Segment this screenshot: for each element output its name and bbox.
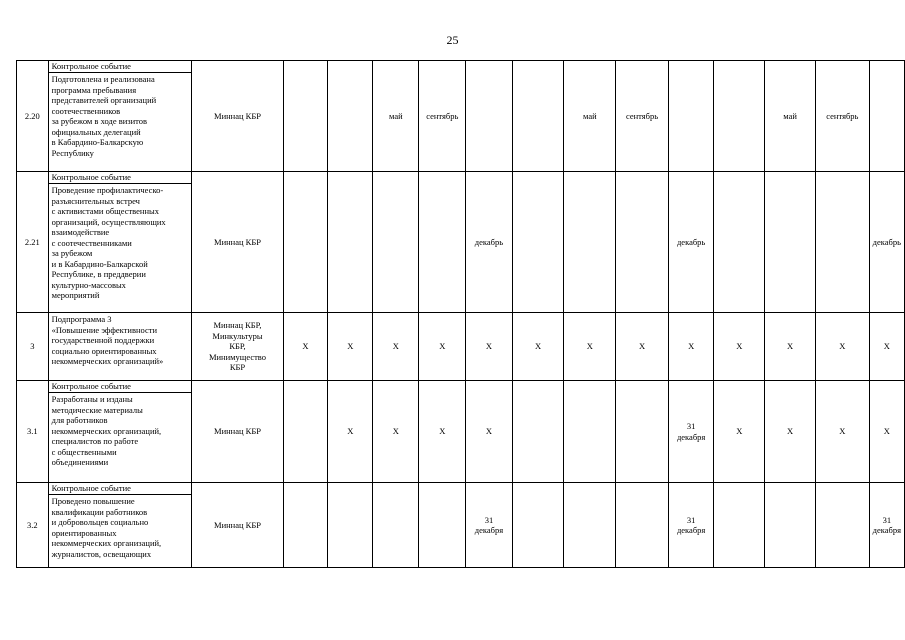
executor-line: Минимущество	[208, 351, 267, 362]
period-mark: декабря	[676, 525, 706, 535]
period-mark: май	[389, 110, 403, 121]
period-cell	[283, 483, 328, 568]
description-line: методические материалы	[51, 404, 143, 415]
period-cell	[373, 381, 419, 483]
control-event-label: Контрольное событие	[48, 172, 192, 184]
activity-description	[48, 495, 192, 568]
period-cell	[564, 483, 616, 568]
period-cell	[616, 483, 669, 568]
period-cell	[668, 313, 714, 381]
description-line: мероприятий	[51, 290, 100, 300]
table-row	[17, 61, 905, 73]
period-cell	[869, 313, 904, 381]
period-mark: X	[586, 341, 593, 352]
period-cell	[765, 172, 816, 313]
period-mark: X	[392, 341, 399, 352]
period-cell	[668, 172, 714, 313]
period-cell	[816, 61, 870, 172]
executor-cell	[192, 483, 283, 568]
period-cell	[714, 172, 765, 313]
period-cell	[668, 61, 714, 172]
period-mark: декабря	[872, 525, 901, 535]
description-line: разъяснительных встреч	[51, 195, 140, 206]
period-cell	[765, 483, 816, 568]
description-line: Подпрограмма 3	[51, 314, 112, 324]
period-cell	[373, 172, 419, 313]
executor-cell	[192, 313, 283, 381]
period-cell	[328, 313, 373, 381]
period-mark: X	[439, 426, 446, 437]
period-mark: 31	[686, 421, 696, 431]
description-line: с соотечественниками	[51, 237, 132, 248]
period-mark: 31	[484, 514, 494, 525]
executor-line: Миннац КБР	[214, 519, 261, 530]
period-cell	[283, 313, 328, 381]
executor-line: КБР,	[229, 341, 246, 352]
table-row	[17, 483, 905, 495]
period-mark: X	[485, 426, 492, 437]
period-mark: X	[839, 426, 846, 437]
executor-cell	[192, 172, 283, 313]
period-mark: декабря	[676, 431, 706, 442]
executor-line: КБР	[229, 362, 246, 373]
description-line: и добровольцев социально	[51, 517, 149, 527]
executor-line: Миннац КБР	[214, 110, 261, 121]
period-cell	[512, 172, 564, 313]
period-cell	[765, 313, 816, 381]
period-mark: X	[883, 341, 890, 352]
period-cell	[714, 61, 765, 172]
activity-description	[48, 313, 192, 381]
period-cell	[869, 61, 904, 172]
row-number: 2.20	[17, 61, 49, 172]
period-mark: X	[883, 426, 890, 437]
period-mark: сентябрь	[826, 110, 859, 121]
period-mark: X	[347, 426, 354, 437]
table-row	[17, 313, 905, 381]
executor-line: Минкультуры	[212, 330, 263, 341]
period-cell	[869, 483, 904, 568]
period-cell	[816, 313, 870, 381]
description-line: официальных делегаций	[51, 126, 141, 137]
description-line: некоммерческих организаций»	[51, 356, 164, 366]
description-line: Разработаны и изданы	[51, 394, 133, 404]
description-line: соотечественников	[51, 105, 121, 116]
period-cell	[564, 172, 616, 313]
period-mark: X	[736, 341, 743, 352]
row-number: 2.21	[17, 172, 49, 313]
description-line: с активистами общественных	[51, 206, 159, 216]
period-cell	[328, 483, 373, 568]
description-line: с общественными	[51, 446, 117, 457]
period-cell	[616, 172, 669, 313]
activity-description	[48, 73, 192, 172]
description-line: объединениями	[51, 457, 109, 467]
period-cell	[616, 61, 669, 172]
period-mark: X	[347, 341, 354, 352]
period-cell	[668, 483, 714, 568]
period-cell	[466, 381, 513, 483]
period-mark: 31	[882, 514, 892, 525]
description-line: культурно-массовых	[51, 279, 126, 290]
period-cell	[512, 313, 564, 381]
plan-table	[16, 60, 905, 568]
period-cell	[328, 381, 373, 483]
description-line: социально ориентированных	[51, 345, 157, 356]
period-cell	[419, 483, 466, 568]
period-cell	[816, 483, 870, 568]
activity-description	[48, 393, 192, 483]
period-cell	[869, 381, 904, 483]
description-line: организаций, осуществляющих	[51, 216, 166, 227]
period-cell	[512, 381, 564, 483]
description-line: программа пребывания	[51, 84, 137, 95]
period-mark: декабря	[474, 525, 504, 535]
period-cell	[283, 61, 328, 172]
description-line: взаимодействие	[51, 227, 110, 237]
description-line: за рубежом в ходе визитов	[51, 116, 148, 126]
description-line: некоммерческих организаций,	[51, 425, 162, 436]
period-cell	[328, 61, 373, 172]
description-line: Республике, в преддверии	[51, 269, 146, 279]
period-cell	[616, 313, 669, 381]
description-line: Проведение профилактическо-	[51, 185, 164, 195]
period-cell	[419, 61, 466, 172]
period-mark: X	[392, 426, 399, 437]
period-cell	[328, 172, 373, 313]
description-line: Республику	[51, 147, 94, 158]
period-mark: X	[839, 341, 846, 352]
period-mark: X	[787, 341, 794, 352]
period-mark: май	[583, 110, 597, 121]
period-cell	[668, 381, 714, 483]
period-cell	[869, 172, 904, 313]
description-line: «Повышение эффективности	[51, 324, 158, 335]
description-line: за рубежом	[51, 248, 93, 258]
period-cell	[765, 381, 816, 483]
period-mark: X	[736, 426, 743, 437]
table-row	[17, 172, 905, 184]
period-cell	[616, 381, 669, 483]
description-line: государственной поддержки	[51, 335, 155, 345]
table-body	[17, 61, 905, 568]
row-number: 3	[17, 313, 49, 381]
executor-line: Миннац КБР,	[213, 320, 262, 331]
period-mark: X	[485, 341, 492, 352]
executor-line: Миннац КБР	[214, 426, 261, 437]
period-cell	[816, 172, 870, 313]
executor-line: Миннац КБР	[214, 236, 261, 247]
period-cell	[419, 172, 466, 313]
period-cell	[283, 172, 328, 313]
description-line: для работников	[51, 415, 108, 425]
row-number: 3.1	[17, 381, 49, 483]
period-cell	[816, 381, 870, 483]
period-cell	[564, 61, 616, 172]
period-mark: X	[439, 341, 446, 352]
activity-description	[48, 184, 192, 313]
period-cell	[373, 61, 419, 172]
period-mark: X	[638, 341, 646, 352]
control-event-label: Контрольное событие	[48, 381, 192, 393]
page-number: 25	[446, 33, 459, 47]
period-cell	[714, 381, 765, 483]
period-mark: сентябрь	[625, 110, 659, 121]
period-cell	[564, 381, 616, 483]
executor-cell	[192, 381, 283, 483]
description-line: и в Кабардино-Балкарской	[51, 258, 148, 269]
period-mark: декабрь	[872, 236, 901, 247]
period-cell	[512, 61, 564, 172]
period-cell	[419, 381, 466, 483]
description-line: журналистов, освещающих	[51, 548, 152, 559]
description-line: ориентированных	[51, 527, 117, 538]
period-cell	[419, 313, 466, 381]
description-line: квалификации работников	[51, 506, 148, 517]
description-line: некоммерческих организаций,	[51, 538, 162, 548]
period-mark: X	[534, 341, 542, 352]
period-cell	[373, 313, 419, 381]
period-mark: декабрь	[474, 236, 504, 247]
period-cell	[466, 483, 513, 568]
period-cell	[714, 483, 765, 568]
period-cell	[714, 313, 765, 381]
period-mark: 31	[686, 514, 696, 525]
period-mark: сентябрь	[426, 110, 459, 121]
description-line: представителей организаций	[51, 95, 157, 105]
control-event-label: Контрольное событие	[48, 483, 192, 495]
period-cell	[512, 483, 564, 568]
table-row	[17, 381, 905, 393]
description-line: Подготовлена и реализована	[51, 74, 155, 84]
period-cell	[466, 172, 513, 313]
period-mark: X	[302, 341, 309, 352]
period-mark: май	[783, 110, 797, 121]
period-cell	[283, 381, 328, 483]
period-mark: X	[787, 426, 794, 437]
period-cell	[466, 61, 513, 172]
period-cell	[765, 61, 816, 172]
control-event-label: Контрольное событие	[48, 61, 192, 73]
executor-cell	[192, 61, 283, 172]
description-line: Проведено повышение	[51, 496, 135, 506]
period-cell	[466, 313, 513, 381]
row-number: 3.2	[17, 483, 49, 568]
description-line: в Кабардино-Балкарскую	[51, 137, 144, 147]
period-mark: декабрь	[676, 236, 706, 247]
period-mark: X	[688, 341, 695, 352]
period-cell	[373, 483, 419, 568]
period-cell	[564, 313, 616, 381]
description-line: специалистов по работе	[51, 436, 139, 446]
